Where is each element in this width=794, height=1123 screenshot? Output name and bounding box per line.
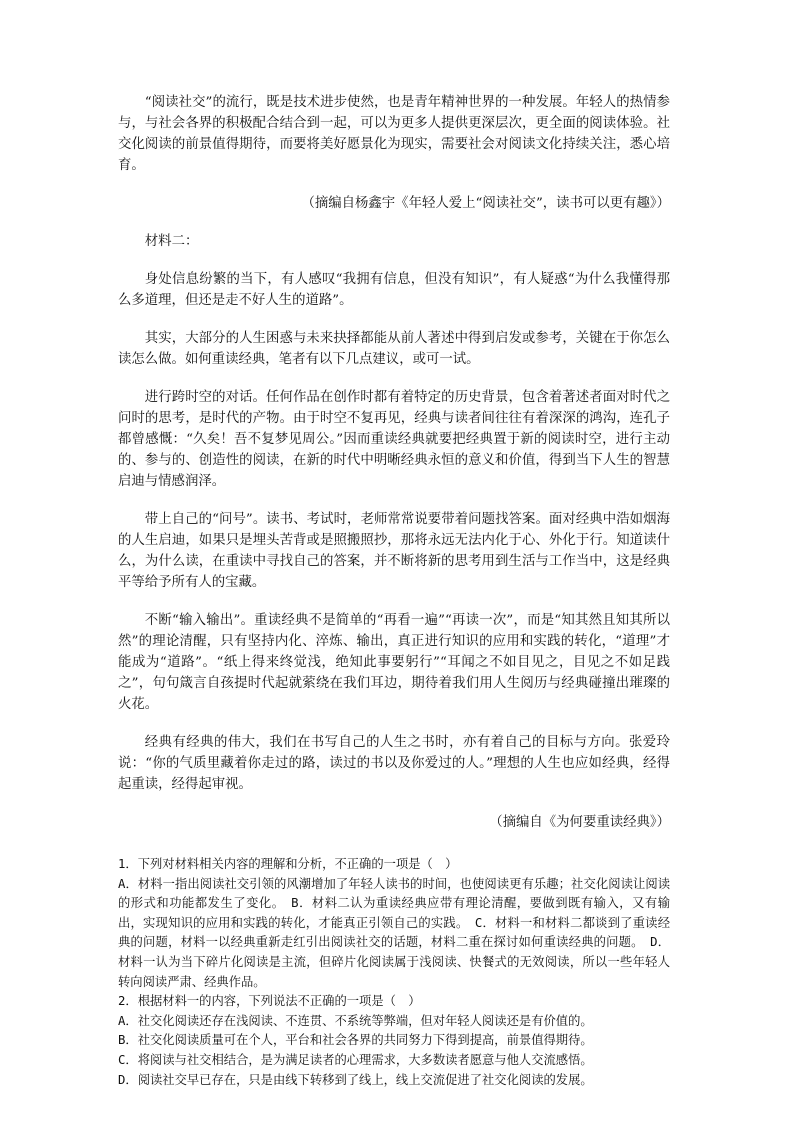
question-2-option-b: B．社交化阅读质量可在个人，平台和社会各界的共同努力下得到提高，前景值得期待。 [118, 1033, 593, 1048]
question-1 [118, 855, 670, 992]
material2-paragraph-6: 经典有经典的伟大，我们在书写自己的人生之书时，亦有着自己的目标与方向。张爱玲说：“你的气质里藏着你走过的路，读过的书以及你爱过的人。”理想的人生也应如经典，经得起重读，经得起审视。 [118, 735, 670, 792]
material2-paragraph-3: 进行跨时空的对话。任何作品在创作时都有着特定的历史背景，包含着著述者面对时代之问时的思考，是时代的产物。由于时空不复再见，经典与读者间往往有着深深的鸿沟，连孔子都曾感慨：“久矣！吾不复梦见周公。”因而重读经典就要把经典置于新的阅读时空，进行主动的、参与的、创造性的阅读，在新的时代中明晰经典永恒的意义和价值，得到当下人生的智慧启迪与情感润泽。 [118, 390, 670, 489]
material2-label: 材料二： [144, 234, 199, 249]
material2-paragraph-4: 带上自己的“问号”。读书、考试时，老师常常说要带着问题找答案。面对经典中浩如烟海的人生启迪，如果只是埋头苦背或是照搬照抄，那将永远无法内化于心、外化于行。知道读什么，为什么读，在重读中寻找自己的答案，并不断将新的思考用到生活与工作当中，这是经典平等给予所有人的宝藏。 [118, 512, 670, 590]
question-2-option-c: C．将阅读与社交相结合，是为满足读者的心理需求，大多数读者愿意与他人交流感悟。 [118, 1052, 593, 1067]
question-1-options: A．材料一指出阅读社交引领的风潮增加了年轻人读书的时间，也使阅读更有乐趣；社交化阅读让阅读的形式和功能都发生了变化。 B．材料二认为重读经典应带有理论清醒，要做到既有输入，又有输出，实现知识的应用和实践的转化，才能真正引领自己的实践。 C．材料一和材料二都谈到了重读经典的问题，材料一以经典重新走红引出阅读社交的话题，材料二重在探讨如何重读经典的问题。 D．材料一认为当下碎片化阅读是主流，但碎片化阅读属于浅阅读、快餐式的无效阅读，所以一些年轻人转向阅读严肃、经典作品。 [118, 876, 670, 989]
material1-source: （摘编自杨鑫宇《年轻人爱上“阅读社交”，读书可以更有趣》） [301, 196, 670, 211]
material2-source: （摘编自《为何要重读经典》） [489, 815, 670, 830]
question-2-option-a: A．社交化阅读还存在浅阅读、不连贯、不系统等弊端，但对年轻人阅读还是有价值的。 [118, 1013, 593, 1028]
question-2 [118, 992, 670, 1090]
document-page [118, 92, 670, 1090]
question-1-stem: 1．下列对材料相关内容的理解和分析，不正确的一项是（ ） [118, 857, 458, 871]
material2-paragraph-5: 不断“输入输出”。重读经典不是简单的“再看一遍”“再读一次”，而是“知其然且知其所以然”的理论清醒，只有坚持内化、淬炼、输出，真正进行知识的应用和实践的转化，“道理”才能成为“道路”。“纸上得来终觉浅，绝知此事要躬行”“耳闻之不如目见之，目见之不如足践之”，句句箴言自孩提时代起就萦绕在我们耳边，期待着我们用人生阅历与经典碰撞出璀璨的火花。 [118, 613, 670, 712]
material1-closing-paragraph: “阅读社交”的流行，既是技术进步使然，也是青年精神世界的一种发展。年轻人的热情参与，与社会各界的积极配合结合到一起，可以为更多人提供更深层次，更全面的阅读体验。社交化阅读的前景值得期待，而要将美好愿景化为现实，需要社会对阅读文化持续关注，悉心培育。 [118, 95, 670, 173]
question-2-stem: 2．根据材料一的内容，下列说法不正确的一项是（ ） [118, 994, 421, 1009]
material2-paragraph-2: 其实，大部分的人生困惑与未来抉择都能从前人著述中得到启发或参考，关键在于你怎么读怎么做。如何重读经典，笔者有以下几点建议，或可一试。 [118, 331, 670, 367]
question-2-option-d: D．阅读社交早已存在，只是由线下转移到了线上，线上交流促进了社交化阅读的发展。 [118, 1072, 593, 1087]
material2-paragraph-1: 身处信息纷繁的当下，有人感叹“我拥有信息，但没有知识”，有人疑惑“为什么我懂得那么多道理，但还是走不好人生的道路”。 [118, 272, 670, 308]
